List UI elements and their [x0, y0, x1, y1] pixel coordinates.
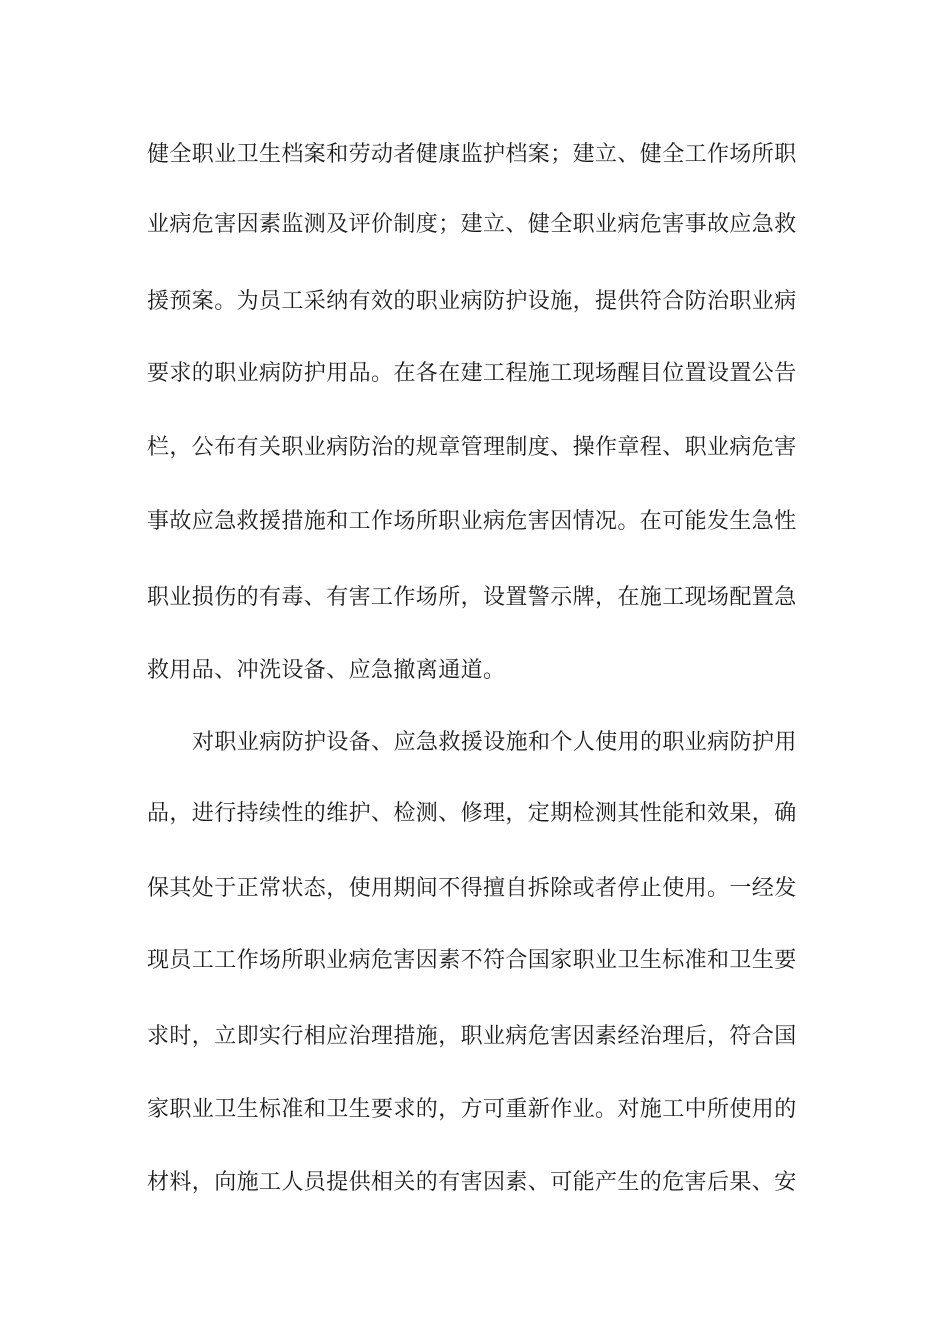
paragraph-1-line-6: 事故应急救援措施和工作场所职业病危害因情况。在可能发生急性	[147, 509, 797, 534]
paragraph-2-line-1: 对职业病防护设备、应急救援设施和个人使用的职业病防护用	[192, 730, 797, 755]
paragraph-1-line-1: 健全职业卫生档案和劳动者健康监护档案；建立、健全工作场所职	[147, 142, 797, 167]
paragraph-2-line-5: 求时，立即实行相应治理措施，职业病危害因素经治理后，符合国	[147, 1024, 797, 1049]
paragraph-2-line-3: 保其处于正常状态，使用期间不得擅自拆除或者停止使用。一经发	[147, 876, 797, 901]
paragraph-1-line-3: 援预案。为员工采纳有效的职业病防护设施，提供符合防治职业病	[147, 289, 797, 314]
paragraph-1-line-7: 职业损伤的有毒、有害工作场所，设置警示牌，在施工现场配置急	[147, 585, 797, 610]
paragraph-1-line-4: 要求的职业病防护用品。在各在建工程施工现场醒目位置设置公告	[147, 361, 797, 386]
paragraph-1-line-8: 救用品、冲洗设备、应急撤离通道。	[147, 658, 506, 683]
paragraph-1-line-2: 业病危害因素监测及评价制度；建立、健全职业病危害事故应急救	[147, 212, 797, 237]
paragraph-2-line-2: 品，进行持续性的维护、检测、修理，定期检测其性能和效果，确	[147, 801, 797, 826]
paragraph-2-line-7: 材料，向施工人员提供相关的有害因素、可能产生的危害后果、安	[147, 1170, 797, 1195]
paragraph-1-line-5: 栏，公布有关职业病防治的规章管理制度、操作章程、职业病危害	[147, 435, 797, 460]
paragraph-2-line-4: 现员工工作场所职业病危害因素不符合国家职业卫生标准和卫生要	[147, 948, 797, 973]
paragraph-2-line-6: 家职业卫生标准和卫生要求的，方可重新作业。对施工中所使用的	[147, 1097, 797, 1122]
